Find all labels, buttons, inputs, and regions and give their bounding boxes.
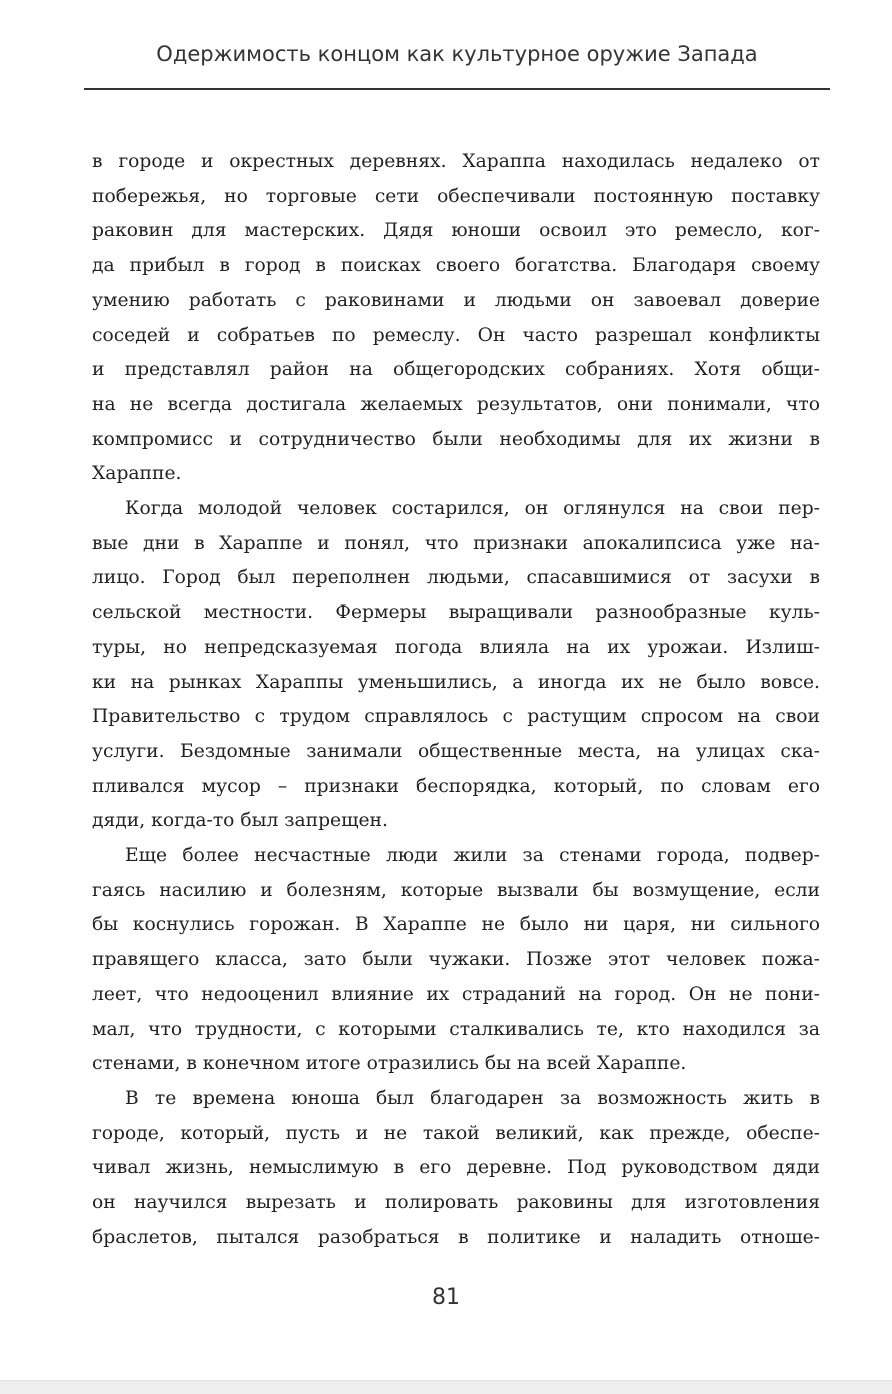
- page-bottom-edge: [0, 1380, 892, 1394]
- text-line: вые дни в Хараппе и понял, что признаки апокалипсиса уже на-: [92, 532, 820, 554]
- body-text: [92, 145, 820, 1256]
- paragraph: [92, 1082, 820, 1256]
- text-line: туры, но непредсказуемая погода влияла на их урожаи. Излиш-: [92, 636, 820, 658]
- text-line: и представлял район на общегородских собраниях. Хотя общи-: [92, 359, 820, 381]
- header-rule: [84, 88, 830, 90]
- paragraph: [92, 145, 820, 492]
- text-line: стенами, в конечном итоге отразились бы на всей Хараппе.: [92, 1053, 687, 1075]
- text-line: пливался мусор – признаки беспорядка, который, по словам его: [92, 775, 820, 797]
- text-line: услуги. Бездомные занимали общественные места, на улицах ска-: [92, 740, 820, 762]
- text-line: раковин для мастерских. Дядя юноши освоил это ремесло, ког-: [92, 220, 820, 242]
- text-line: да прибыл в город в поисках своего богатства. Благодаря своему: [92, 255, 820, 277]
- text-line: ки на рынках Хараппы уменьшились, а иногда их не было вовсе.: [92, 671, 820, 693]
- text-line: компромисс и сотрудничество были необходимы для их жизни в: [92, 428, 820, 450]
- text-line: гаясь насилию и болезням, которые вызвали бы возмущение, если: [92, 879, 820, 901]
- running-header: Одержимость концом как культурное оружие Запада: [156, 42, 758, 66]
- text-line: Хараппе.: [92, 463, 182, 485]
- text-line: в городе и окрестных деревнях. Хараппа находилась недалеко от: [92, 151, 820, 172]
- text-line: он научился вырезать и полировать раковины для изготовления: [92, 1192, 820, 1214]
- text-line: мал, что трудности, с которыми сталкивались те, кто находился за: [92, 1018, 820, 1040]
- text-line: соседей и собратьев по ремеслу. Он часто разрешал конфликты: [92, 324, 820, 346]
- text-line: дяди, когда-то был запрещен.: [92, 810, 388, 832]
- text-line: умению работать с раковинами и людьми он завоевал доверие: [92, 289, 820, 311]
- paragraph: [92, 492, 820, 839]
- text-line: Когда молодой человек состарился, он оглянулся на свои пер-: [125, 498, 820, 520]
- page-number: 81: [432, 1285, 460, 1310]
- text-line: на не всегда достигала желаемых результатов, они понимали, что: [92, 393, 820, 415]
- text-line: сельской местности. Фермеры выращивали разнообразные куль-: [92, 602, 820, 624]
- text-line: Еще более несчастные люди жили за стенами города, подвер-: [125, 845, 820, 867]
- text-line: чивал жизнь, немыслимую в его деревне. Под руководством дяди: [92, 1157, 820, 1179]
- text-line: леет, что недооценил влияние их страданий на город. Он не пони-: [92, 983, 820, 1005]
- text-line: лицо. Город был переполнен людьми, спасавшимися от засухи в: [92, 567, 820, 589]
- text-line: Правительство с трудом справлялось с растущим спросом на свои: [92, 706, 820, 728]
- text-line: городе, который, пусть и не такой великий, как прежде, обеспе-: [92, 1122, 820, 1144]
- text-line: бы коснулись горожан. В Хараппе не было ни царя, ни сильного: [92, 914, 820, 936]
- text-line: браслетов, пытался разобраться в политике и наладить отноше-: [92, 1226, 820, 1248]
- paragraph: [92, 839, 820, 1082]
- text-line: побережья, но торговые сети обеспечивали постоянную поставку: [92, 185, 820, 207]
- text-line: правящего класса, зато были чужаки. Позже этот человек пожа-: [92, 949, 820, 971]
- text-line: В те времена юноша был благодарен за возможность жить в: [125, 1087, 820, 1109]
